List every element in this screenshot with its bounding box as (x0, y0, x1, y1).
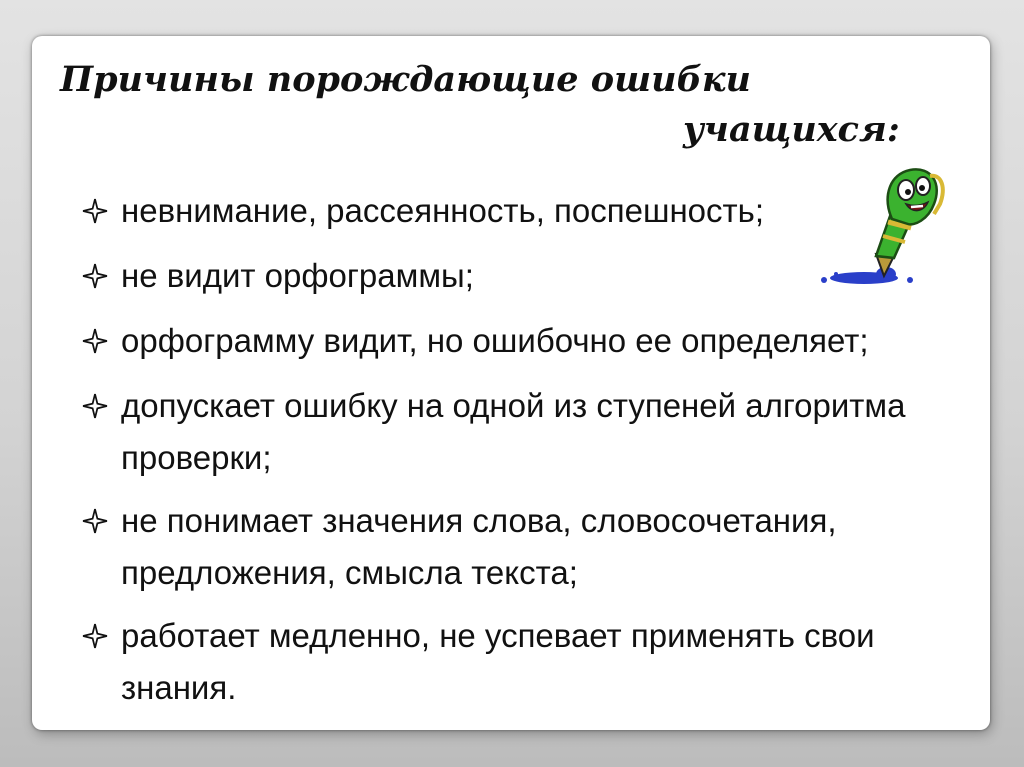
list-item (82, 380, 987, 484)
four-point-star-icon (82, 262, 108, 290)
list-item (82, 495, 987, 599)
list-item-text: не видит орфограммы; (121, 257, 474, 294)
cartoon-pen-ink-blot-icon (812, 164, 948, 292)
four-point-star-icon (82, 392, 108, 420)
list-item-text: невнимание, рассеянность, поспешность; (121, 192, 765, 229)
four-point-star-icon (82, 622, 108, 650)
list-item-text: допускает ошибку на одной из ступеней алгоритма проверки; (121, 387, 906, 476)
slide-title-line-1: Причины порождающие ошибки (60, 59, 751, 100)
four-point-star-icon (82, 507, 108, 535)
slide-title-line-2: учащихся: (683, 109, 900, 150)
list-item-text: орфограмму видит, но ошибочно ее определяет; (121, 322, 869, 359)
list-item-text: работает медленно, не успевает применять свои знания. (121, 617, 875, 706)
list-item (82, 610, 987, 714)
list-item-text: не понимает значения слова, словосочетания, предложения, смысла текста; (121, 502, 837, 591)
four-point-star-icon (82, 327, 108, 355)
list-item (82, 315, 987, 367)
slide-card (32, 36, 990, 730)
four-point-star-icon (82, 197, 108, 225)
